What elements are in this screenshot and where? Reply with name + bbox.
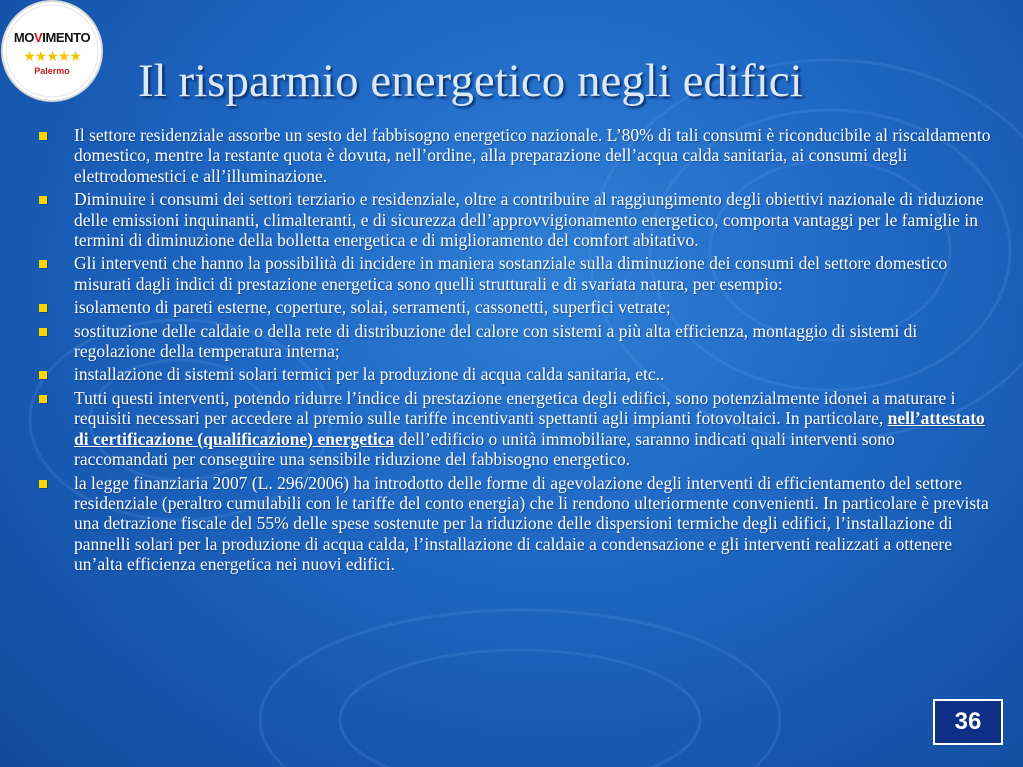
bullet-item	[36, 297, 991, 317]
page-number: 36	[933, 699, 1003, 745]
bullet-text: Gli interventi che hanno la possibilità di incidere in maniera sostanziale sulla diminuzione dei consumi del settore domestico misurati dagli indici di prestazione energetica sono quelli strutturali e di svariata natura, per esempio:	[74, 253, 948, 294]
logo-wordmark: MOVIMENTO	[13, 30, 91, 45]
bullet-text-before: Tutti questi interventi, potendo ridurre l’indice di prestazione energetica degli edifici, sono potenzialmente idonei a maturare i requisiti necessari per accedere al premio sulle tariffe incentivanti spettanti agli impianti fotovoltaici. In particolare,	[74, 387, 956, 429]
bullet-square-icon	[39, 371, 47, 379]
bullet-text: Diminuire i consumi dei settori terziario e residenziale, oltre a contribuire al raggiungimento degli obiettivi nazionale di riduzione delle emissioni inquinanti, climalteranti, e di sicurezza dell’approvvigionamento energetico, comporta vantaggi per le famiglie in termini di diminuzione della bolletta energetica e di miglioramento del comfort abitativo.	[74, 189, 984, 251]
bullet-square-icon	[39, 304, 47, 312]
bullet-square-icon	[39, 196, 47, 204]
logo-stars-icon: ★★★★★	[23, 49, 81, 65]
bullet-item	[36, 125, 991, 186]
bullet-square-icon	[39, 480, 47, 488]
slide-body	[36, 125, 991, 578]
movimento-logo	[1, 0, 103, 102]
slide-title: Il risparmio energetico negli edifici	[138, 55, 803, 107]
bullet-square-icon	[39, 328, 47, 336]
bullet-item	[36, 189, 991, 250]
bullet-square-icon	[39, 132, 47, 140]
bullet-square-icon	[39, 260, 47, 268]
bullet-text: isolamento di pareti esterne, coperture, solai, serramenti, cassonetti, superfici vetrate;	[74, 297, 671, 318]
bullet-text: installazione di sistemi solari termici per la produzione di acqua calda sanitaria, etc..	[74, 364, 665, 385]
bullet-item	[36, 364, 991, 384]
logo-city: Palermo	[34, 66, 70, 76]
bullet-item	[36, 321, 991, 362]
bullet-list	[36, 125, 991, 575]
certification-emphasis: nell’attestato di certificazione (qualificazione) energetica	[74, 408, 985, 449]
bullet-item	[36, 253, 991, 294]
bullet-square-icon	[39, 395, 47, 403]
bullet-text: la legge finanziaria 2007 (L. 296/2006) ha introdotto delle forme di agevolazione degli interventi di efficientamento del settore residenziale (peraltro cumulabili con le tariffe del conto energia) che li rendono ulteriormente convenienti. In particolare è prevista una detrazione fiscale del 55% delle spese sostenute per la riduzione delle dispersioni termiche degli edifici, l’installazione di pannelli solari per la produzione di acqua calda, l’installazione di caldaie a condensazione e gli interventi realizzati a ottenere un’alta efficienza energetica nei nuovi edifici.	[74, 472, 989, 575]
bullet-text-after: dell’edificio o unità immobiliare, saranno indicati quali interventi sono raccomandati per conseguire una sensibile riduzione del fabbisogno energetico.	[74, 428, 895, 470]
bullet-item	[36, 388, 991, 470]
bullet-item	[36, 473, 991, 575]
bullet-text: Il settore residenziale assorbe un sesto del fabbisogno energetico nazionale. L’80% di tali consumi è riconducibile al riscaldamento domestico, mentre la restante quota è dovuta, nell’ordine, alla preparazione dell’acqua calda sanitaria, ai consumi degli elettrodomestici e all’illuminazione.	[74, 125, 991, 186]
bullet-text: sostituzione delle caldaie o della rete di distribuzione del calore con sistemi a più alta efficienza, montaggio di sistemi di regolazione della temperatura interna;	[74, 320, 918, 362]
